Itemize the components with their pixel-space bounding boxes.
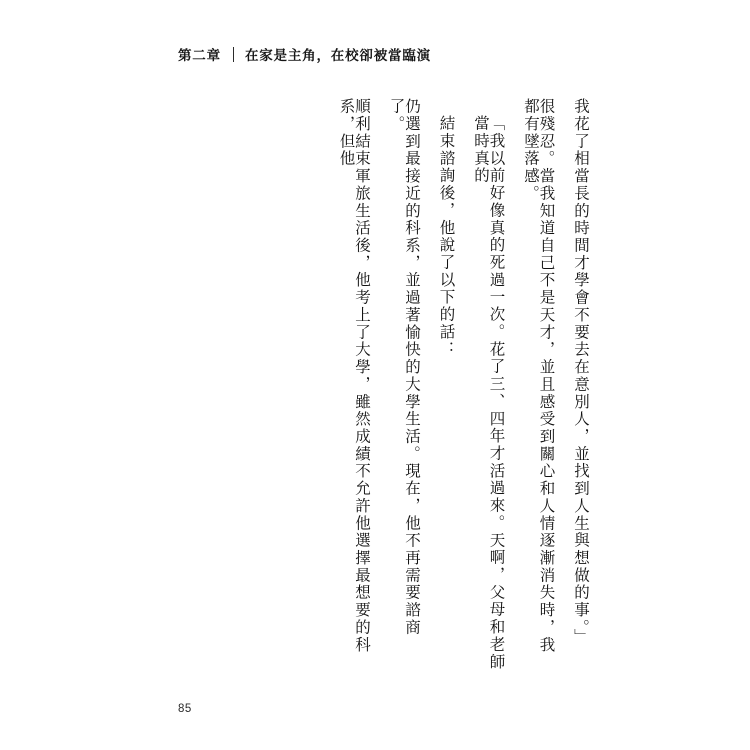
chapter-title: 在家是主角，在校卻被當臨演 [244, 48, 431, 64]
page-number: 85 [178, 703, 192, 715]
running-head [178, 44, 431, 64]
body-text-block [319, 98, 590, 671]
text-column: 順利結束軍旅生活後，他考上了大學，雖然成績不允許他選擇最想要的科系，但他 [337, 98, 371, 654]
text-column: 很殘忍。當我知道自己不是天才，並且感受到關心和人情逐漸消失時，我都有墜落感。 [522, 98, 556, 654]
chapter-label: 第二章 [178, 48, 221, 64]
text-column: 結束諮詢後，他說了以下的話： [437, 115, 456, 359]
text-column: 「我以前好像真的死過一次。花了三、四年才活過來。天啊，父母和老師當時真的 [472, 115, 506, 671]
running-head-divider-rule [233, 47, 234, 62]
text-column: 仍選到最接近的科系，並過著愉快的大學生活。現在，他不再需要諮商了。 [387, 98, 421, 637]
text-column: 我花了相當長的時間才學會不要去在意別人，並找到人生與想做的事。」 [572, 98, 590, 646]
